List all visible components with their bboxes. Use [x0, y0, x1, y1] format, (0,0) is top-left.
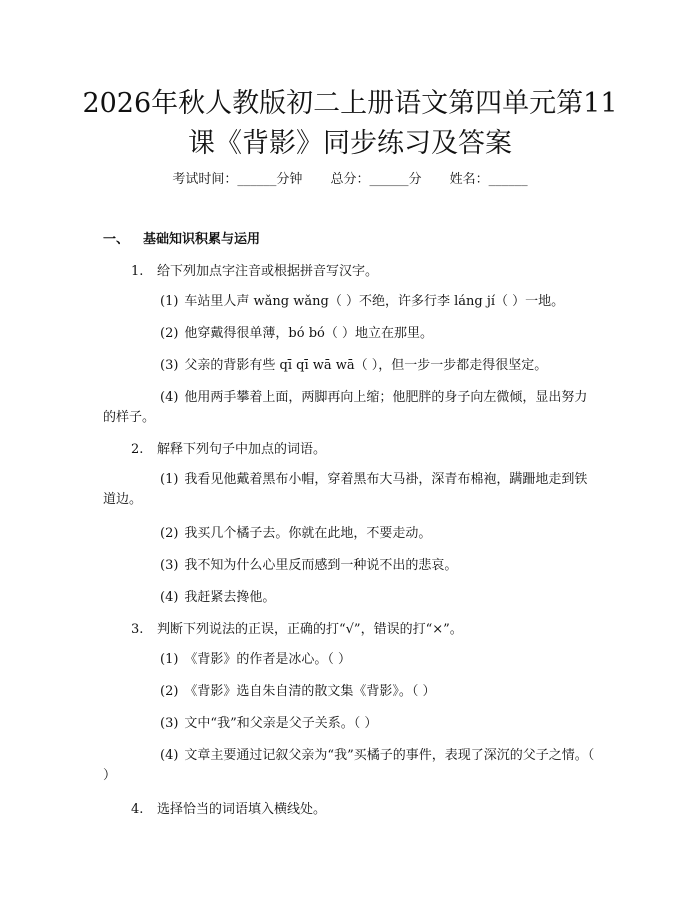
q2-sub-4	[160, 588, 600, 608]
question-4	[131, 802, 326, 818]
sub-text: 他用两手攀着上面，两脚再向上缩；他肥胖的身子向左微倾，显出努力的样子。	[103, 390, 588, 425]
page-title	[60, 84, 640, 164]
question-text: 判断下列说法的正误，正确的打“√”，错误的打“×”。	[157, 622, 463, 637]
question-2	[131, 442, 326, 458]
question-number: 2.	[131, 442, 144, 457]
sub-text: 车站里人声 wǎng wǎng（ ）不绝，许多行李 láng jí（ ）一地。	[184, 294, 565, 309]
sub-text: 《背影》选自朱自清的散文集《背影》。（ ）	[184, 684, 436, 699]
exam-score: 总分：______分	[330, 172, 422, 187]
question-text: 选择恰当的词语填入横线处。	[157, 802, 327, 817]
sub-number: (1)	[160, 294, 179, 309]
q3-sub-1	[160, 650, 600, 670]
sub-text: 我不知为什么心里反而感到一种说不出的悲哀。	[184, 558, 458, 573]
section-label: 基础知识积累与运用	[143, 232, 261, 247]
sub-text: 文中“我”和父亲是父子关系。（ ）	[184, 716, 378, 731]
question-3	[131, 622, 463, 638]
sub-number: (4)	[160, 590, 179, 605]
sub-number: (3)	[160, 358, 179, 373]
exam-info	[0, 172, 700, 188]
q3-sub-3	[160, 714, 600, 734]
title-line-2: 课《背影》同步练习及答案	[188, 128, 512, 159]
q1-sub-4	[103, 388, 600, 428]
sub-text: 文章主要通过记叙父亲为“我”买橘子的事件，表现了深沉的父子之情。（ ）	[103, 748, 595, 783]
sub-number: (1)	[160, 652, 179, 667]
sub-number: (4)	[160, 390, 179, 405]
question-number: 3.	[131, 622, 144, 637]
question-number: 1.	[131, 264, 144, 279]
q2-sub-3	[160, 556, 600, 576]
sub-number: (2)	[160, 526, 179, 541]
section-heading	[103, 232, 260, 248]
student-name: 姓名：______	[449, 172, 528, 187]
sub-number: (2)	[160, 684, 179, 699]
q2-sub-2	[160, 524, 600, 544]
title-line-1: 2026年秋人教版初二上册语文第四单元第11	[82, 88, 618, 119]
exam-time: 考试时间：______分钟	[172, 172, 303, 187]
sub-number: (4)	[160, 748, 179, 763]
sub-number: (3)	[160, 558, 179, 573]
question-text: 解释下列句子中加点的词语。	[157, 442, 327, 457]
question-number: 4.	[131, 802, 144, 817]
q3-sub-2	[160, 682, 600, 702]
q3-sub-4	[103, 746, 600, 786]
sub-text: 《背影》的作者是冰心。（ ）	[184, 652, 352, 667]
q2-sub-1	[103, 470, 600, 510]
sub-number: (2)	[160, 326, 179, 341]
sub-text: 我买几个橘子去。你就在此地，不要走动。	[184, 526, 432, 541]
sub-number: (3)	[160, 716, 179, 731]
q1-sub-2	[160, 324, 600, 344]
sub-text: 我赶紧去搀他。	[184, 590, 276, 605]
sub-number: (1)	[160, 472, 179, 487]
question-text: 给下列加点字注音或根据拼音写汉字。	[157, 264, 379, 279]
q1-sub-3	[160, 356, 600, 376]
sub-text: 我看见他戴着黑布小帽，穿着黑布大马褂，深青布棉袍，蹒跚地走到铁道边。	[103, 472, 588, 507]
section-number: 一、	[103, 232, 130, 247]
sub-text: 他穿戴得很单薄，bó bó（ ）地立在那里。	[184, 326, 433, 341]
q1-sub-1	[160, 292, 600, 312]
sub-text: 父亲的背影有些 qī qī wā wā（ ），但一步一步都走得很坚定。	[184, 358, 548, 373]
question-1	[131, 264, 378, 280]
